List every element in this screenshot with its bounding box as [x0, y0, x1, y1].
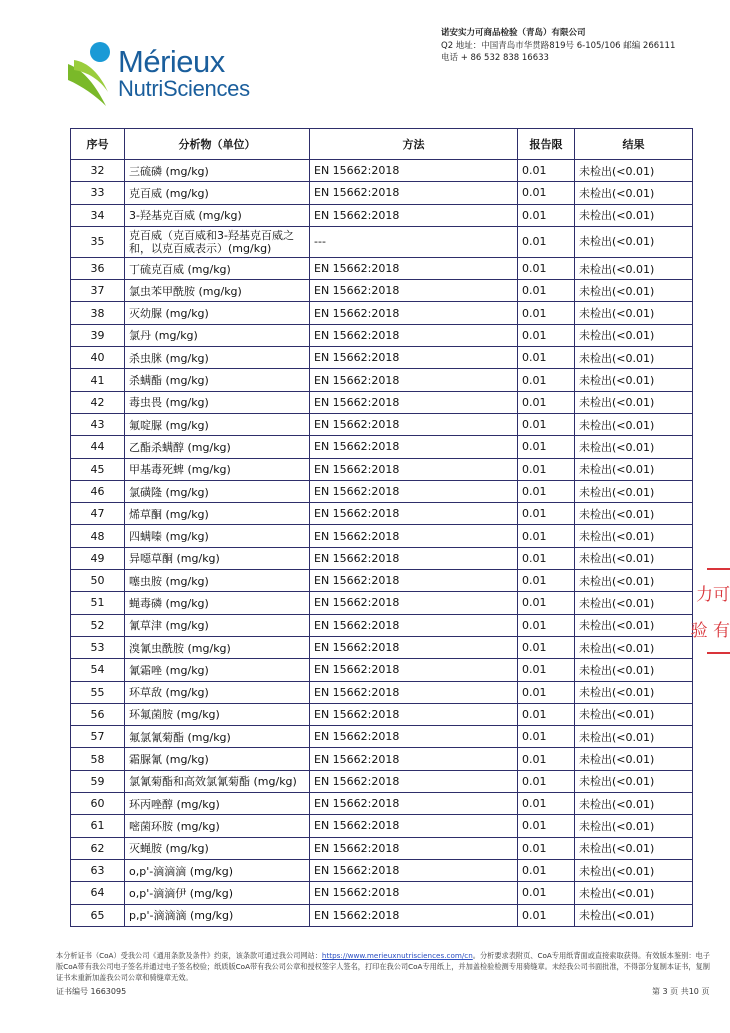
- cell-method: ---: [310, 226, 518, 257]
- cell-result: 未检出(<0.01): [575, 815, 693, 837]
- cell-reporting-limit: 0.01: [518, 592, 575, 614]
- cell-result: 未检出(<0.01): [575, 570, 693, 592]
- cell-no: 47: [71, 503, 125, 525]
- cell-result: 未检出(<0.01): [575, 770, 693, 792]
- cell-analyte: 灭幼脲 (mg/kg): [125, 302, 310, 324]
- cell-no: 37: [71, 280, 125, 302]
- cell-method: EN 15662:2018: [310, 748, 518, 770]
- cell-result: 未检出(<0.01): [575, 302, 693, 324]
- table-row: [71, 280, 693, 302]
- cell-result: 未检出(<0.01): [575, 257, 693, 279]
- cell-result: 未检出(<0.01): [575, 636, 693, 658]
- cell-method: EN 15662:2018: [310, 324, 518, 346]
- cell-reporting-limit: 0.01: [518, 703, 575, 725]
- cell-result: 未检出(<0.01): [575, 503, 693, 525]
- cell-no: 39: [71, 324, 125, 346]
- cell-no: 34: [71, 204, 125, 226]
- cell-result: 未检出(<0.01): [575, 904, 693, 926]
- cell-no: 36: [71, 257, 125, 279]
- table-row: [71, 614, 693, 636]
- cell-no: 59: [71, 770, 125, 792]
- table-row: [71, 837, 693, 859]
- cell-no: 44: [71, 436, 125, 458]
- cell-analyte: 灭蝇胺 (mg/kg): [125, 837, 310, 859]
- cell-analyte: 环氟菌胺 (mg/kg): [125, 703, 310, 725]
- table-row: [71, 347, 693, 369]
- cell-result: 未检出(<0.01): [575, 160, 693, 182]
- stamp-edge-bottom: [707, 652, 730, 654]
- table-row: [71, 413, 693, 435]
- cell-method: EN 15662:2018: [310, 280, 518, 302]
- certificate-number: 证书编号 1663095: [56, 987, 127, 996]
- cell-result: 未检出(<0.01): [575, 182, 693, 204]
- table-row: [71, 226, 693, 257]
- cell-no: 65: [71, 904, 125, 926]
- cell-no: 43: [71, 413, 125, 435]
- cell-result: 未检出(<0.01): [575, 859, 693, 881]
- cell-analyte: 克百威（克百威和3-羟基克百威之和，以克百威表示）(mg/kg): [125, 226, 310, 257]
- cell-method: EN 15662:2018: [310, 726, 518, 748]
- cell-reporting-limit: 0.01: [518, 859, 575, 881]
- cell-reporting-limit: 0.01: [518, 182, 575, 204]
- cell-analyte: 烯草酮 (mg/kg): [125, 503, 310, 525]
- cell-result: 未检出(<0.01): [575, 703, 693, 725]
- cell-method: EN 15662:2018: [310, 659, 518, 681]
- cell-no: 63: [71, 859, 125, 881]
- cell-analyte: 环草敌 (mg/kg): [125, 681, 310, 703]
- cell-no: 35: [71, 226, 125, 257]
- table-row: [71, 160, 693, 182]
- cell-result: 未检出(<0.01): [575, 324, 693, 346]
- col-header-no: 序号: [71, 129, 125, 160]
- page-number: 第 3 页 共10 页: [652, 987, 710, 996]
- company-info: [441, 27, 675, 65]
- stamp-fragment: 验 有: [690, 621, 730, 641]
- cell-method: EN 15662:2018: [310, 204, 518, 226]
- cell-reporting-limit: 0.01: [518, 659, 575, 681]
- cell-no: 62: [71, 837, 125, 859]
- cell-result: 未检出(<0.01): [575, 347, 693, 369]
- cell-method: EN 15662:2018: [310, 503, 518, 525]
- table-row: [71, 882, 693, 904]
- table-row: [71, 458, 693, 480]
- cell-result: 未检出(<0.01): [575, 614, 693, 636]
- cell-method: EN 15662:2018: [310, 815, 518, 837]
- cell-reporting-limit: 0.01: [518, 347, 575, 369]
- cell-reporting-limit: 0.01: [518, 391, 575, 413]
- cell-result: 未检出(<0.01): [575, 793, 693, 815]
- cell-method: EN 15662:2018: [310, 681, 518, 703]
- cell-analyte: 甲基毒死蜱 (mg/kg): [125, 458, 310, 480]
- table-row: [71, 726, 693, 748]
- table-row: [71, 480, 693, 502]
- cell-no: 33: [71, 182, 125, 204]
- cell-no: 56: [71, 703, 125, 725]
- footer-terms: [56, 950, 716, 983]
- cell-method: EN 15662:2018: [310, 413, 518, 435]
- cell-result: 未检出(<0.01): [575, 280, 693, 302]
- company-address: Q2 地址：中国青岛市华贯路819号 6-105/106 邮编 266111: [441, 40, 676, 51]
- cell-method: EN 15662:2018: [310, 614, 518, 636]
- cell-method: EN 15662:2018: [310, 770, 518, 792]
- footer-text: 本分析证书（CoA）受我公司《通用条款及条件》约束，该条款可通过我公司网站：: [56, 951, 322, 960]
- cell-analyte: 丁硫克百威 (mg/kg): [125, 257, 310, 279]
- cell-no: 54: [71, 659, 125, 681]
- cell-result: 未检出(<0.01): [575, 726, 693, 748]
- cell-method: EN 15662:2018: [310, 525, 518, 547]
- cell-method: EN 15662:2018: [310, 859, 518, 881]
- cell-reporting-limit: 0.01: [518, 748, 575, 770]
- cell-analyte: 氰霜唑 (mg/kg): [125, 659, 310, 681]
- cell-analyte: 噻虫胺 (mg/kg): [125, 570, 310, 592]
- cell-method: EN 15662:2018: [310, 302, 518, 324]
- cell-no: 51: [71, 592, 125, 614]
- table-body: [71, 160, 693, 927]
- cell-reporting-limit: 0.01: [518, 480, 575, 502]
- cell-analyte: 蝇毒磷 (mg/kg): [125, 592, 310, 614]
- cell-result: 未检出(<0.01): [575, 882, 693, 904]
- table-row: [71, 547, 693, 569]
- cell-reporting-limit: 0.01: [518, 815, 575, 837]
- cell-method: EN 15662:2018: [310, 160, 518, 182]
- cell-no: 50: [71, 570, 125, 592]
- cell-no: 38: [71, 302, 125, 324]
- cell-result: 未检出(<0.01): [575, 681, 693, 703]
- cell-analyte: 氯氰菊酯和高效氯氰菊酯 (mg/kg): [125, 770, 310, 792]
- cell-method: EN 15662:2018: [310, 458, 518, 480]
- col-header-reporting-limit: 报告限: [518, 129, 575, 160]
- cell-no: 57: [71, 726, 125, 748]
- cell-analyte: 嘧菌环胺 (mg/kg): [125, 815, 310, 837]
- cell-result: 未检出(<0.01): [575, 413, 693, 435]
- company-phone: 电话 + 86 532 838 16633: [441, 53, 549, 63]
- cell-result: 未检出(<0.01): [575, 547, 693, 569]
- cell-result: 未检出(<0.01): [575, 436, 693, 458]
- cell-reporting-limit: 0.01: [518, 369, 575, 391]
- cell-reporting-limit: 0.01: [518, 525, 575, 547]
- cell-method: EN 15662:2018: [310, 703, 518, 725]
- cell-method: EN 15662:2018: [310, 570, 518, 592]
- cell-analyte: 异噁草酮 (mg/kg): [125, 547, 310, 569]
- cell-method: EN 15662:2018: [310, 391, 518, 413]
- cell-reporting-limit: 0.01: [518, 904, 575, 926]
- table-row: [71, 525, 693, 547]
- table-row: [71, 182, 693, 204]
- cell-method: EN 15662:2018: [310, 904, 518, 926]
- cell-method: EN 15662:2018: [310, 257, 518, 279]
- cell-reporting-limit: 0.01: [518, 436, 575, 458]
- table-row: [71, 503, 693, 525]
- cell-no: 46: [71, 480, 125, 502]
- cell-analyte: 3-羟基克百威 (mg/kg): [125, 204, 310, 226]
- cell-reporting-limit: 0.01: [518, 324, 575, 346]
- table-row: [71, 703, 693, 725]
- cell-analyte: 氟啶脲 (mg/kg): [125, 413, 310, 435]
- cell-reporting-limit: 0.01: [518, 770, 575, 792]
- cell-method: EN 15662:2018: [310, 793, 518, 815]
- cell-no: 49: [71, 547, 125, 569]
- cell-analyte: 环丙唑醇 (mg/kg): [125, 793, 310, 815]
- footer-text: 。分析要求表附页、CoA专用纸背面或直接索取获得。有效版本鉴别：电子版CoA带有我公司电子签名并通过电子签名校验；纸质版CoA带有我公司公章和授权签字人签名，打印在我公司CoA专用纸上，并加盖检验检测专用骑缝章。未经我公司书面批准，不得部分复制本证书，复制证书未重新加盖我公司公章和骑缝章无效。: [56, 951, 710, 982]
- cell-reporting-limit: 0.01: [518, 614, 575, 636]
- cell-analyte: 乙酯杀螨醇 (mg/kg): [125, 436, 310, 458]
- cell-method: EN 15662:2018: [310, 480, 518, 502]
- cell-no: 42: [71, 391, 125, 413]
- stamp-edge-top: [707, 568, 730, 570]
- cell-method: EN 15662:2018: [310, 837, 518, 859]
- cell-no: 45: [71, 458, 125, 480]
- cell-result: 未检出(<0.01): [575, 748, 693, 770]
- cell-no: 32: [71, 160, 125, 182]
- cell-reporting-limit: 0.01: [518, 793, 575, 815]
- table-row: [71, 570, 693, 592]
- table-row: [71, 257, 693, 279]
- cell-reporting-limit: 0.01: [518, 726, 575, 748]
- cell-reporting-limit: 0.01: [518, 226, 575, 257]
- cell-analyte: 氯丹 (mg/kg): [125, 324, 310, 346]
- cell-result: 未检出(<0.01): [575, 480, 693, 502]
- cell-analyte: o,p'-滴滴滴 (mg/kg): [125, 859, 310, 881]
- cell-result: 未检出(<0.01): [575, 659, 693, 681]
- cell-analyte: 四螨嗪 (mg/kg): [125, 525, 310, 547]
- cell-reporting-limit: 0.01: [518, 257, 575, 279]
- cell-no: 41: [71, 369, 125, 391]
- cell-method: EN 15662:2018: [310, 592, 518, 614]
- cell-result: 未检出(<0.01): [575, 204, 693, 226]
- cell-analyte: 氯虫苯甲酰胺 (mg/kg): [125, 280, 310, 302]
- cell-method: EN 15662:2018: [310, 436, 518, 458]
- table-row: [71, 793, 693, 815]
- cell-analyte: o,p'-滴滴伊 (mg/kg): [125, 882, 310, 904]
- table-row: [71, 748, 693, 770]
- cell-method: EN 15662:2018: [310, 636, 518, 658]
- cell-no: 60: [71, 793, 125, 815]
- col-header-analyte: 分析物（单位）: [125, 129, 310, 160]
- cell-analyte: 氯磺隆 (mg/kg): [125, 480, 310, 502]
- cell-reporting-limit: 0.01: [518, 204, 575, 226]
- cell-analyte: 克百威 (mg/kg): [125, 182, 310, 204]
- cell-result: 未检出(<0.01): [575, 391, 693, 413]
- table-row: [71, 369, 693, 391]
- cell-analyte: 溴氰虫酰胺 (mg/kg): [125, 636, 310, 658]
- cell-no: 40: [71, 347, 125, 369]
- cell-result: 未检出(<0.01): [575, 369, 693, 391]
- cell-analyte: 霜脲氰 (mg/kg): [125, 748, 310, 770]
- cell-reporting-limit: 0.01: [518, 547, 575, 569]
- cell-no: 61: [71, 815, 125, 837]
- cell-no: 52: [71, 614, 125, 636]
- cell-no: 53: [71, 636, 125, 658]
- company-name: 诺安实力可商品检验（青岛）有限公司: [441, 28, 586, 38]
- cell-analyte: p,p'-滴滴滴 (mg/kg): [125, 904, 310, 926]
- table-row: [71, 659, 693, 681]
- col-header-result: 结果: [575, 129, 693, 160]
- col-header-method: 方法: [310, 129, 518, 160]
- footer-website-link[interactable]: https://www.merieuxnutrisciences.com/cn: [321, 951, 473, 960]
- logo-wordmark-nutrisciences: NutriSciences: [118, 76, 250, 101]
- cell-no: 64: [71, 882, 125, 904]
- cell-reporting-limit: 0.01: [518, 413, 575, 435]
- cell-reporting-limit: 0.01: [518, 882, 575, 904]
- cell-reporting-limit: 0.01: [518, 636, 575, 658]
- cell-reporting-limit: 0.01: [518, 837, 575, 859]
- table-row: [71, 770, 693, 792]
- table-row: [71, 859, 693, 881]
- cell-reporting-limit: 0.01: [518, 160, 575, 182]
- table-row: [71, 592, 693, 614]
- cell-result: 未检出(<0.01): [575, 458, 693, 480]
- cell-analyte: 杀螨酯 (mg/kg): [125, 369, 310, 391]
- table-header-row: [71, 129, 693, 160]
- table-row: [71, 904, 693, 926]
- cell-reporting-limit: 0.01: [518, 570, 575, 592]
- cell-result: 未检出(<0.01): [575, 837, 693, 859]
- cell-reporting-limit: 0.01: [518, 681, 575, 703]
- cell-analyte: 氟氯氰菊酯 (mg/kg): [125, 726, 310, 748]
- cell-result: 未检出(<0.01): [575, 525, 693, 547]
- cell-method: EN 15662:2018: [310, 369, 518, 391]
- cell-reporting-limit: 0.01: [518, 280, 575, 302]
- cell-result: 未检出(<0.01): [575, 226, 693, 257]
- cell-analyte: 杀虫脒 (mg/kg): [125, 347, 310, 369]
- table-row: [71, 302, 693, 324]
- cell-analyte: 三硫磷 (mg/kg): [125, 160, 310, 182]
- table-row: [71, 324, 693, 346]
- table-row: [71, 636, 693, 658]
- logo-wordmark-merieux: Mérieux: [118, 44, 225, 79]
- cell-reporting-limit: 0.01: [518, 503, 575, 525]
- cell-method: EN 15662:2018: [310, 347, 518, 369]
- table-row: [71, 204, 693, 226]
- table-row: [71, 681, 693, 703]
- results-table: [70, 128, 693, 927]
- table-row: [71, 391, 693, 413]
- cell-no: 48: [71, 525, 125, 547]
- cell-method: EN 15662:2018: [310, 182, 518, 204]
- table-row: [71, 436, 693, 458]
- cell-method: EN 15662:2018: [310, 547, 518, 569]
- stamp-fragment: 力可: [696, 585, 730, 605]
- cell-result: 未检出(<0.01): [575, 592, 693, 614]
- cell-analyte: 毒虫畏 (mg/kg): [125, 391, 310, 413]
- cell-analyte: 氰草津 (mg/kg): [125, 614, 310, 636]
- table-row: [71, 815, 693, 837]
- cell-method: EN 15662:2018: [310, 882, 518, 904]
- cell-reporting-limit: 0.01: [518, 302, 575, 324]
- cell-reporting-limit: 0.01: [518, 458, 575, 480]
- cell-no: 55: [71, 681, 125, 703]
- cell-no: 58: [71, 748, 125, 770]
